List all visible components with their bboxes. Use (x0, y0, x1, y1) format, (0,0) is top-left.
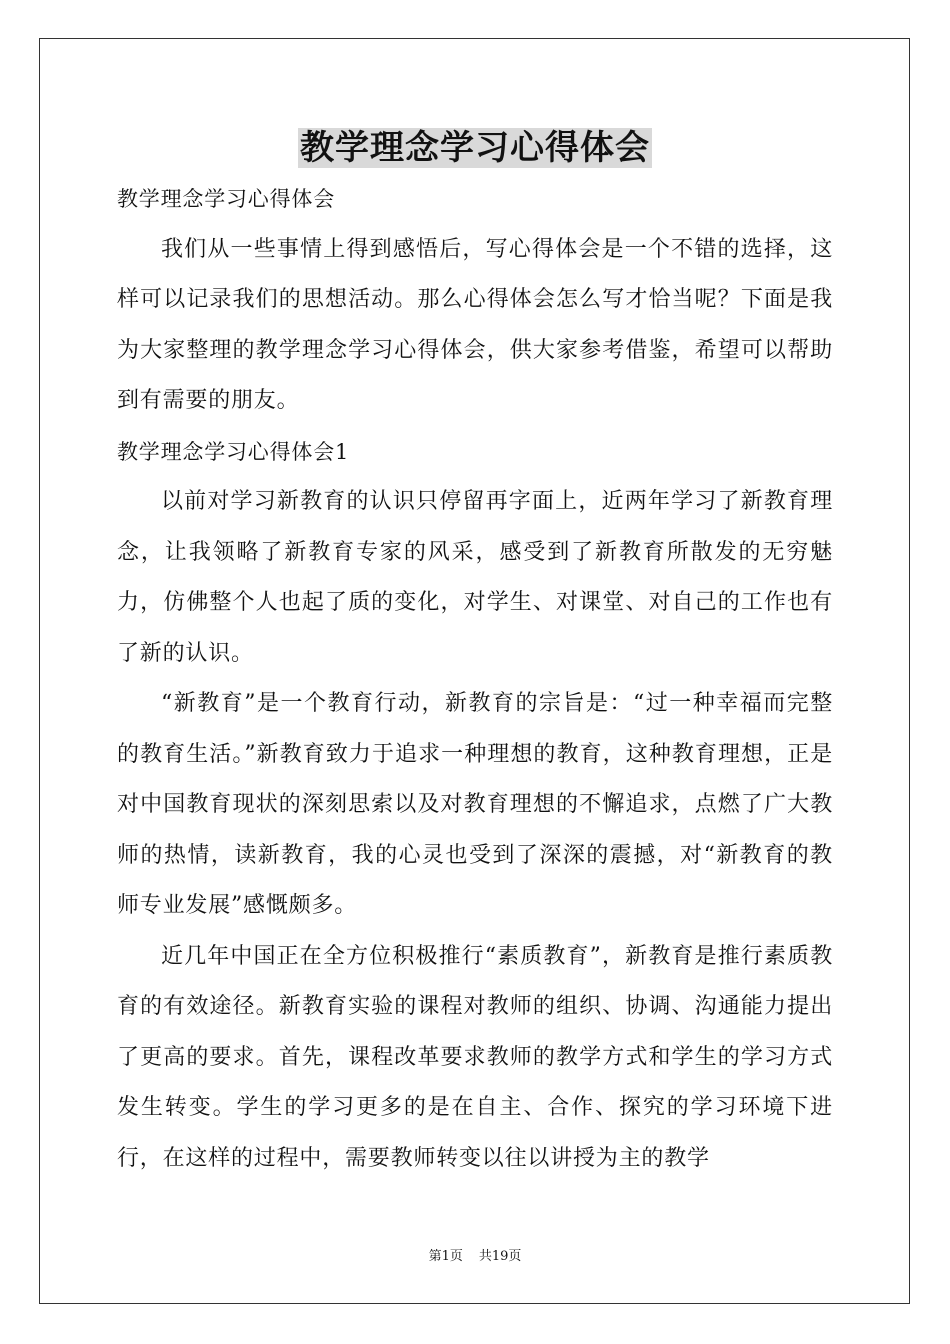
document-body (117, 174, 833, 1184)
document-title (0, 124, 950, 172)
page-footer (0, 1248, 950, 1266)
section-heading-1: 教学理念学习心得体会1 (117, 439, 350, 464)
body-paragraph: 近几年中国正在全方位积极推行“素质教育”，新教育是推行素质教育的有效途径。新教育实验的课程对教师的组织、协调、沟通能力提出了更高的要求。首先，课程改革要求教师的教学方式和学生的学习方式发生转变。学生的学习更多的是在自主、合作、探究的学习环境下进行，在这样的过程中，需要教师转变以往以讲授为主的教学 (117, 943, 833, 1171)
intro-paragraph: 我们从一些事情上得到感悟后，写心得体会是一个不错的选择，这样可以记录我们的思想活动。那么心得体会怎么写才恰当呢？下面是我为大家整理的教学理念学习心得体会，供大家参考借鉴，希望可以帮助到有需要的朋友。 (117, 236, 833, 413)
intro-heading: 教学理念学习心得体会 (117, 187, 335, 211)
page-number-current: 第1页 (428, 1249, 463, 1264)
page-number-total: 共19页 (478, 1249, 522, 1264)
document-title-text: 教学理念学习心得体会 (300, 128, 650, 168)
body-paragraph: “新教育”是一个教育行动，新教育的宗旨是：“过一种幸福而完整的教育生活。”新教育致力于追求一种理想的教育，这种教育理想，正是对中国教育现状的深刻思索以及对教育理想的不懈追求，点燃了广大教师的热情，读新教育，我的心灵也受到了深深的震撼，对“新教育的教师专业发展”感慨颇多。 (117, 691, 833, 918)
body-paragraph: 以前对学习新教育的认识只停留再字面上，近两年学习了新教育理念，让我领略了新教育专家的风采，感受到了新教育所散发的无穷魅力，仿佛整个人也起了质的变化，对学生、对课堂、对自己的工作也有了新的认识。 (117, 489, 833, 666)
